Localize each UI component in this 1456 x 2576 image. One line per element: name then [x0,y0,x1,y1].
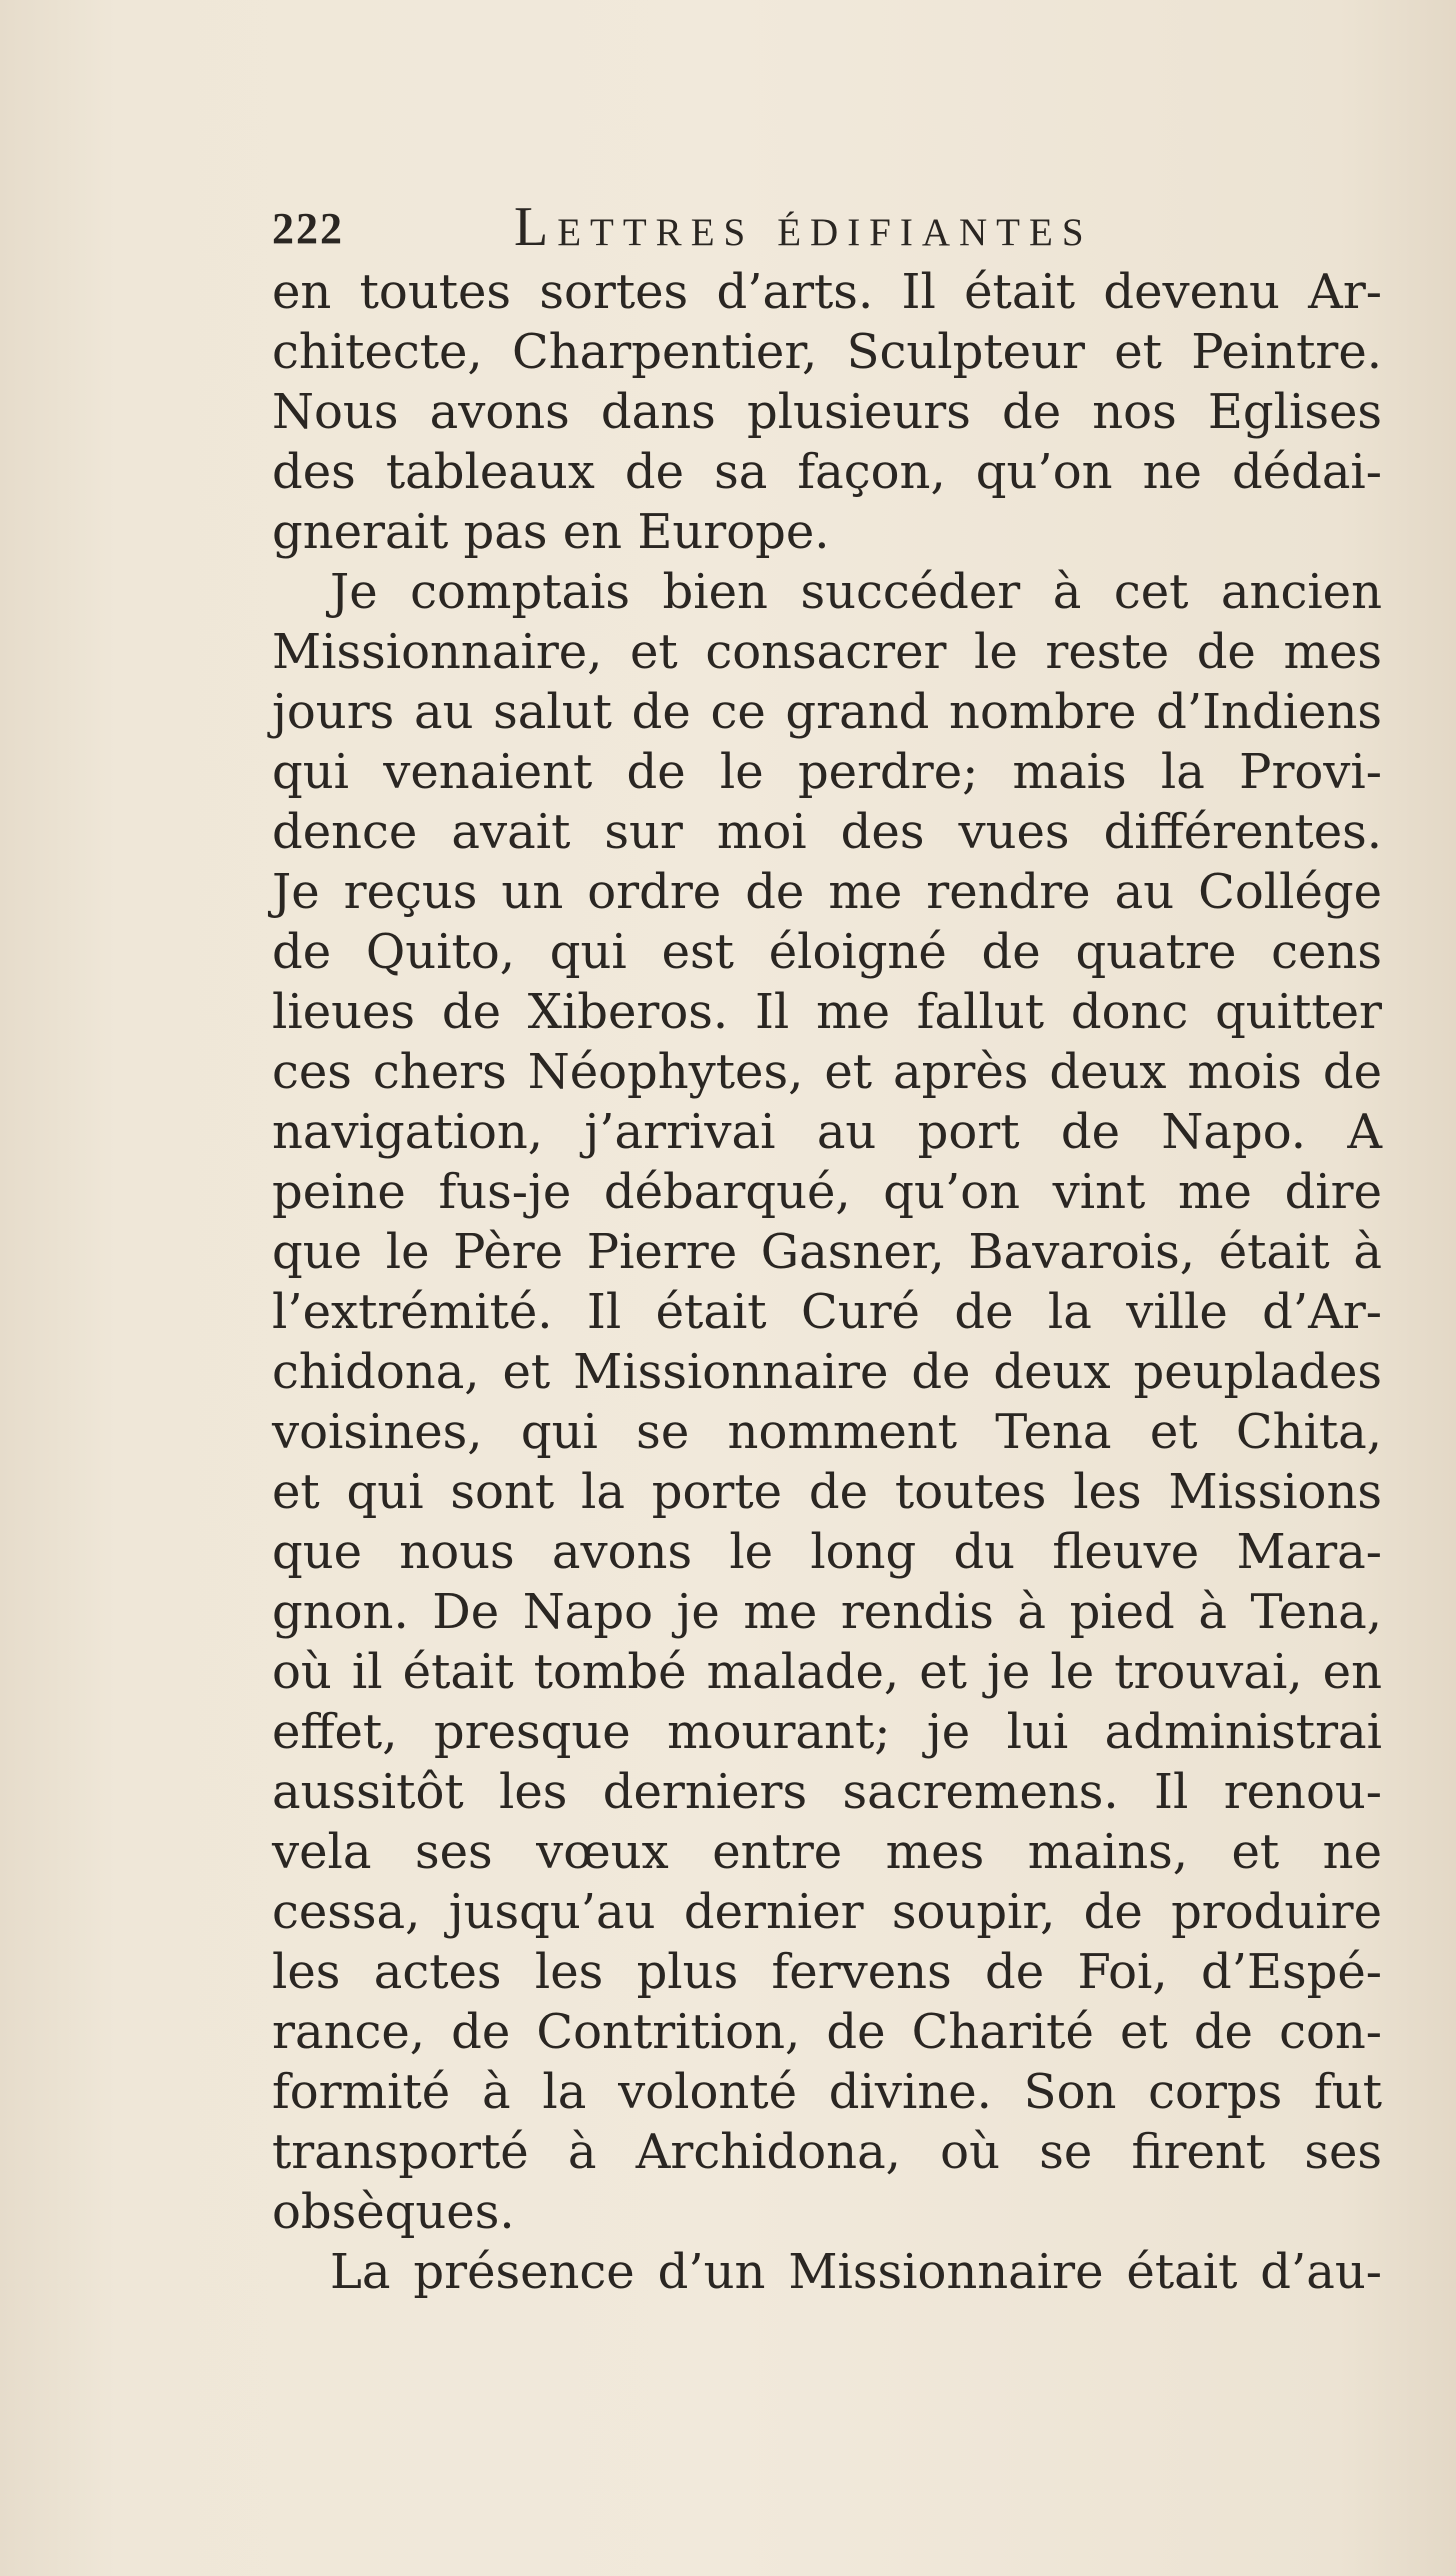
page-header [272,195,1182,258]
page-number: 222 [272,204,344,253]
text-line: navigation, j’arrivai au port de Napo. A [272,1104,1382,1160]
text-line: Je reçus un ordre de me rendre au Collége [272,864,1382,920]
text-line: les actes les plus fervens de Foi, d’Espé- [272,1944,1382,2000]
text-line: cessa, jusqu’au dernier soupir, de produire [272,1884,1382,1940]
body-text [272,262,1382,2302]
text-line: que le Père Pierre Gasner, Bavarois, était à [272,1224,1382,1280]
text-line: vela ses vœux entre mes mains, et ne [272,1824,1382,1880]
text-line: peine fus-je débarqué, qu’on vint me dire [272,1164,1382,1220]
text-line: Nous avons dans plusieurs de nos Eglises [272,384,1382,440]
text-line: rance, de Contrition, de Charité et de con- [272,2004,1382,2060]
text-line: gnerait pas en Europe. [272,504,830,560]
text-line: chitecte, Charpentier, Sculpteur et Peintre. [272,324,1382,380]
text-line: transporté à Archidona, où se firent ses [272,2124,1382,2180]
text-line: que nous avons le long du fleuve Mara- [272,1524,1382,1580]
text-line: chidona, et Missionnaire de deux peuplades [272,1344,1382,1400]
text-line: qui venaient de le perdre; mais la Provi- [272,744,1382,800]
text-line: l’extrémité. Il était Curé de la ville d’Ar- [272,1284,1382,1340]
text-line: lieues de Xiberos. Il me fallut donc quitter [272,984,1382,1040]
text-line: La présence d’un Missionnaire était d’au- [330,2244,1382,2300]
text-line: de Quito, qui est éloigné de quatre cens [272,924,1382,980]
text-line: en toutes sortes d’arts. Il était devenu Ar- [272,264,1382,320]
text-line: jours au salut de ce grand nombre d’Indiens [272,684,1382,740]
text-line: et qui sont la porte de toutes les Missions [272,1464,1382,1520]
text-line: gnon. De Napo je me rendis à pied à Tena, [272,1584,1382,1640]
text-line: obsèques. [272,2184,515,2240]
text-line: Missionnaire, et consacrer le reste de mes [272,624,1382,680]
text-line: aussitôt les derniers sacremens. Il renou- [272,1764,1382,1820]
text-line: Je comptais bien succéder à cet ancien [330,564,1382,620]
text-line: des tableaux de sa façon, qu’on ne dédai- [272,444,1382,500]
text-line: où il était tombé malade, et je le trouvai, en [272,1644,1382,1700]
text-line: dence avait sur moi des vues différentes. [272,804,1382,860]
text-line: formité à la volonté divine. Son corps fut [272,2064,1382,2120]
text-line: ces chers Néophytes, et après deux mois de [272,1044,1382,1100]
text-line: effet, presque mourant; je lui administrai [272,1704,1382,1760]
text-line: voisines, qui se nomment Tena et Chita, [272,1404,1382,1460]
running-title: Lettres édifiantes [514,196,1093,258]
